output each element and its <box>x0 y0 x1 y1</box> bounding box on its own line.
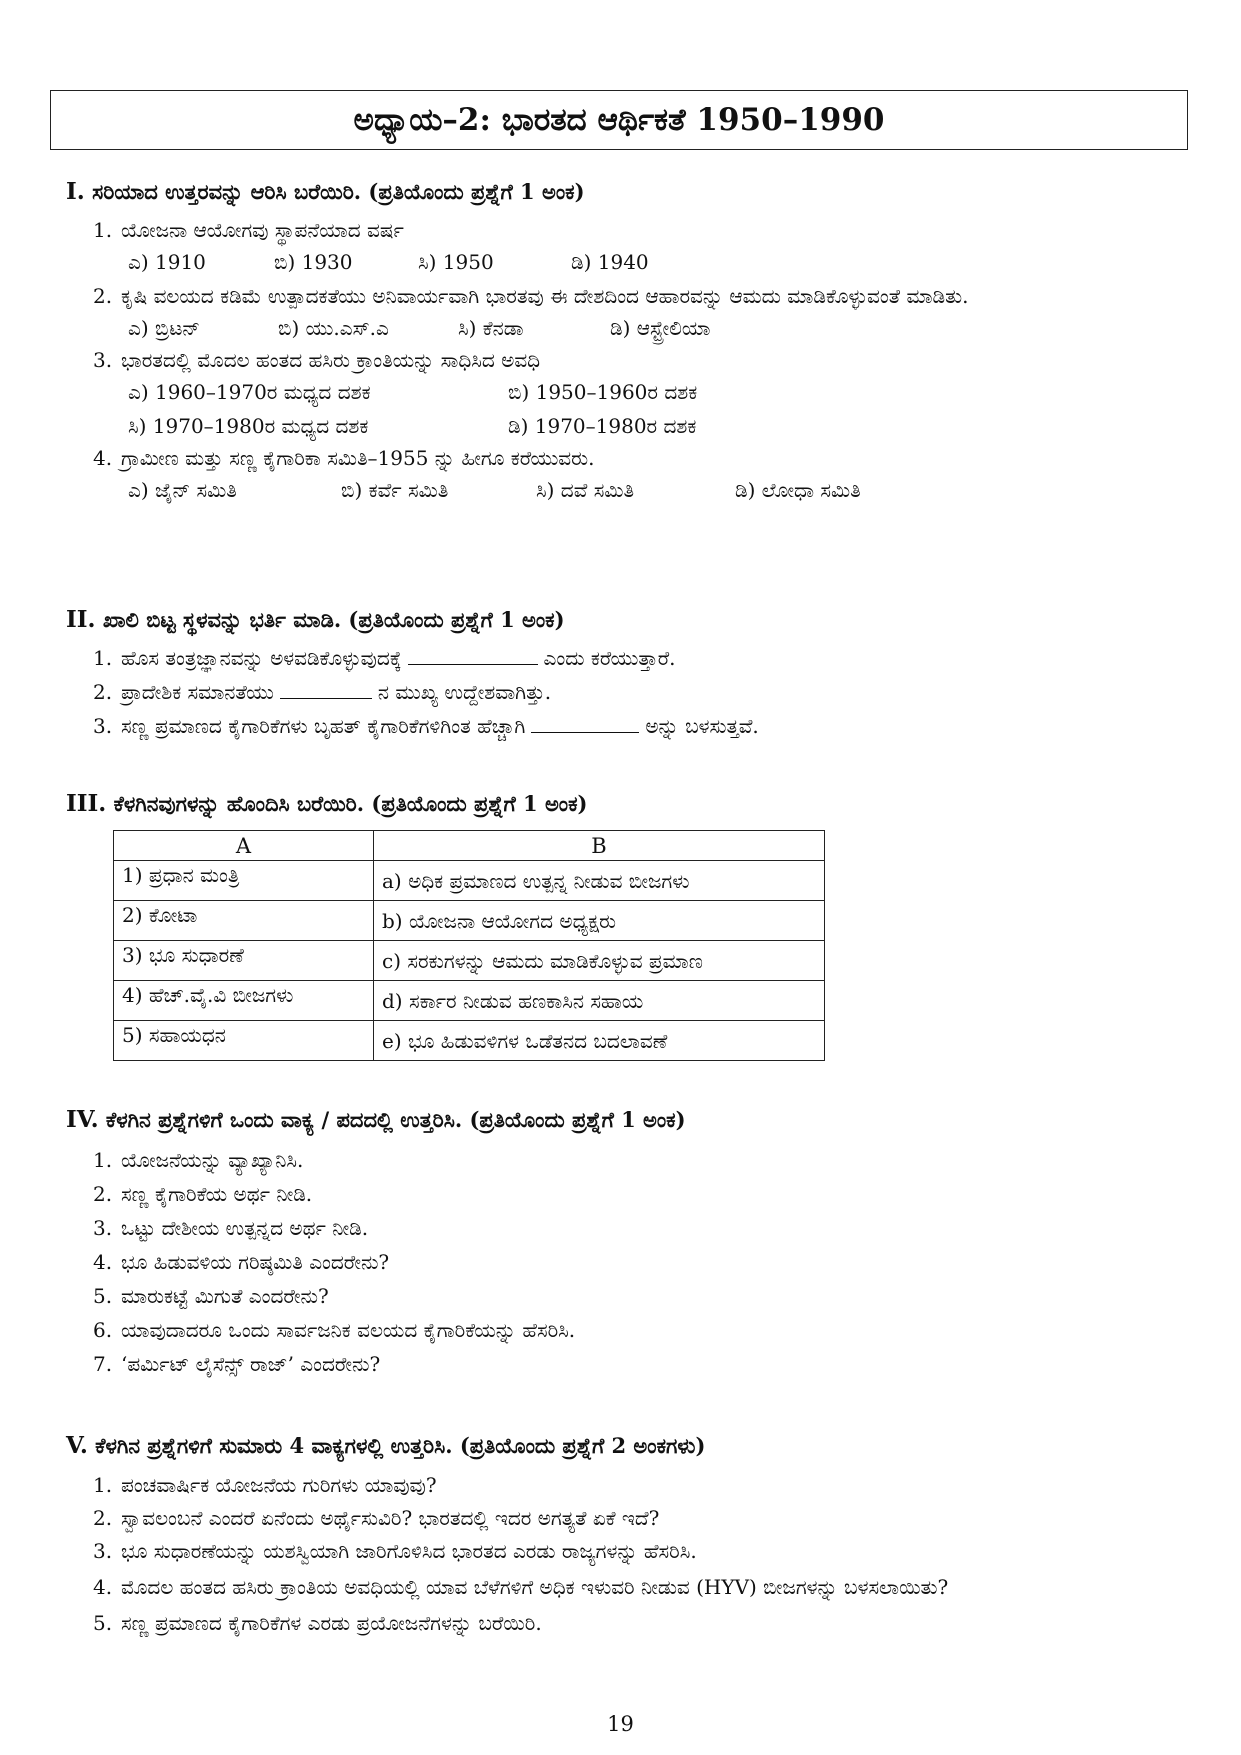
question: 4. ಭೂ ಹಿಡುವಳಿಯ ಗರಿಷ್ಠಮಿತಿ ಎಂದರೇನು? <box>93 1250 390 1274</box>
page-number: 19 <box>607 1712 634 1736</box>
cell-b: b) ಯೋಜನಾ ಆಯೋಗದ ಅಧ್ಯಕ್ಷರು <box>374 901 825 941</box>
section-4 <box>66 1106 1196 1381</box>
answer-blank <box>531 731 639 733</box>
option: ಬಿ) 1950–1960ರ ದಶಕ <box>508 380 698 404</box>
question: 4. ಮೊದಲ ಹಂತದ ಹಸಿರು ಕ್ರಾಂತಿಯ ಅವಧಿಯಲ್ಲಿ ಯಾವ ಬೆಳೆಗಳಿಗೆ ಅಧಿಕ ಇಳುವರಿ ನೀಡುವ (HYV) ಬೀಜಗಳನ್ನು ಬಳಸಲಾಯಿತು? <box>93 1575 949 1599</box>
table-row <box>114 1021 825 1061</box>
question: 3. ಒಟ್ಟು ದೇಶೀಯ ಉತ್ಪನ್ನದ ಅರ್ಥ ನೀಡಿ. <box>93 1216 369 1240</box>
question: 1. ಯೋಜನೆಯನ್ನು ವ್ಯಾಖ್ಯಾನಿಸಿ. <box>93 1148 304 1172</box>
option: ಬಿ) 1930 <box>274 250 353 274</box>
option: ಡಿ) ಆಸ್ಟ್ರೇಲಿಯಾ <box>610 316 711 340</box>
options <box>128 311 1196 345</box>
cell-b: e) ಭೂ ಹಿಡುವಳಿಗಳ ಒಡೆತನದ ಬದಲಾವಣೆ <box>374 1021 825 1061</box>
option: ಡಿ) 1970–1980ರ ದಶಕ <box>508 414 697 438</box>
question: 1. ಹೊಸ ತಂತ್ರಜ್ಞಾನವನ್ನು ಅಳವಡಿಕೊಳ್ಳುವುದಕ್ಕೆ ಎಂದು ಕರೆಯುತ್ತಾರೆ. <box>93 646 676 670</box>
option: ಎ) 1910 <box>128 250 206 274</box>
column-header-b: B <box>374 831 825 861</box>
question: 2. ಪ್ರಾದೇಶಿಕ ಸಮಾನತೆಯು ನ ಮುಖ್ಯ ಉದ್ದೇಶವಾಗಿತ್ತು. <box>93 680 552 704</box>
answer-blank <box>280 697 372 699</box>
section-1 <box>66 178 1196 507</box>
question: 3. ಭೂ ಸುಧಾರಣೆಯನ್ನು ಯಶಸ್ವಿಯಾಗಿ ಜಾರಿಗೊಳಿಸಿದ ಭಾರತದ ಎರಡು ರಾಜ್ಯಗಳನ್ನು ಹೆಸರಿಸಿ. <box>93 1539 697 1563</box>
cell-b: a) ಅಧಿಕ ಪ್ರಮಾಣದ ಉತ್ಪನ್ನ ನೀಡುವ ಬೀಜಗಳು <box>374 861 825 901</box>
question: 3. ಭಾರತದಲ್ಲಿ ಮೊದಲ ಹಂತದ ಹಸಿರು ಕ್ರಾಂತಿಯನ್ನು ಸಾಧಿಸಿದ ಅವಧಿ <box>93 348 541 372</box>
question: 7. ‘ಪರ್ಮಿಟ್ ಲೈಸೆನ್ಸ್ ರಾಜ್’ ಎಂದರೇನು? <box>93 1352 381 1376</box>
option: ಬಿ) ಯು.ಎಸ್.ಎ <box>278 316 389 340</box>
option: ಸಿ) ಕೆನಡಾ <box>458 316 524 340</box>
option: ಡಿ) ಲೋಧಾ ಸಮಿತಿ <box>735 478 861 502</box>
table-row <box>114 861 825 901</box>
options <box>128 409 1196 443</box>
section-5-heading: V. ಕೆಳಗಿನ ಪ್ರಶ್ನೆಗಳಿಗೆ ಸುಮಾರು 4 ವಾಕ್ಯಗಳಲ್ಲಿ ಉತ್ತರಿಸಿ. (ಪ್ರತಿಯೊಂದು ಪ್ರಶ್ನೆಗೆ 2 ಅಂಕಗಳು) <box>66 1432 706 1459</box>
match-table <box>113 830 825 1061</box>
question: 5. ಸಣ್ಣ ಪ್ರಮಾಣದ ಕೈಗಾರಿಕೆಗಳ ಎರಡು ಪ್ರಯೋಜನೆಗಳನ್ನು ಬರೆಯಿರಿ. <box>93 1611 542 1635</box>
cell-b: c) ಸರಕುಗಳನ್ನು ಆಮದು ಮಾಡಿಕೊಳ್ಳುವ ಪ್ರಮಾಣ <box>374 941 825 981</box>
section-3-heading: III. ಕೆಳಗಿನವುಗಳನ್ನು ಹೊಂದಿಸಿ ಬರೆಯಿರಿ. (ಪ್ರತಿಯೊಂದು ಪ್ರಶ್ನೆಗೆ 1 ಅಂಕ) <box>66 790 588 817</box>
chapter-title: ಅಧ್ಯಾಯ–2: ಭಾರತದ ಆರ್ಥಿಕತೆ 1950–1990 <box>50 90 1188 150</box>
question: 1. ಪಂಚವಾರ್ಷಿಕ ಯೋಜನೆಯ ಗುರಿಗಳು ಯಾವುವು? <box>93 1473 437 1497</box>
cell-a: 1) ಪ್ರಧಾನ ಮಂತ್ರಿ <box>114 861 374 901</box>
section-2-heading: II. ಖಾಲಿ ಬಿಟ್ಟ ಸ್ಥಳವನ್ನು ಭರ್ತಿ ಮಾಡಿ. (ಪ್ರತಿಯೊಂದು ಪ್ರಶ್ನೆಗೆ 1 ಅಂಕ) <box>66 606 565 633</box>
option: ಡಿ) 1940 <box>571 250 649 274</box>
option: ಎ) ಬ್ರಿಟನ್ <box>128 316 200 340</box>
options <box>128 375 1196 409</box>
question: 6. ಯಾವುದಾದರೂ ಒಂದು ಸಾರ್ವಜನಿಕ ವಲಯದ ಕೈಗಾರಿಕೆಯನ್ನು ಹೆಸರಿಸಿ. <box>93 1318 576 1342</box>
section-5 <box>66 1432 1196 1640</box>
table-row <box>114 941 825 981</box>
section-2 <box>66 606 1196 741</box>
table-header-row <box>114 831 825 861</box>
answer-blank <box>408 663 538 665</box>
question: 5. ಮಾರುಕಟ್ಟೆ ಮಿಗುತೆ ಎಂದರೇನು? <box>93 1284 329 1308</box>
question: 2. ಸಣ್ಣ ಕೈಗಾರಿಕೆಯ ಅರ್ಥ ನೀಡಿ. <box>93 1182 313 1206</box>
section-3 <box>66 790 1196 827</box>
options <box>128 473 1196 507</box>
table-row <box>114 981 825 1021</box>
section-4-heading: IV. ಕೆಳಗಿನ ಪ್ರಶ್ನೆಗಳಿಗೆ ಒಂದು ವಾಕ್ಯ / ಪದದಲ್ಲಿ ಉತ್ತರಿಸಿ. (ಪ್ರತಿಯೊಂದು ಪ್ರಶ್ನೆಗೆ 1 ಅಂಕ) <box>66 1106 686 1133</box>
option: ಸಿ) 1970–1980ರ ಮಧ್ಯದ ದಶಕ <box>128 414 369 438</box>
option: ಎ) 1960–1970ರ ಮಧ್ಯದ ದಶಕ <box>128 380 371 404</box>
cell-b: d) ಸರ್ಕಾರ ನೀಡುವ ಹಣಕಾಸಿನ ಸಹಾಯ <box>374 981 825 1021</box>
question: 2. ಸ್ವಾವಲಂಬನೆ ಎಂದರೆ ಏನೆಂದು ಅರ್ಥೈಸುವಿರಿ? ಭಾರತದಲ್ಲಿ ಇದರ ಅಗತ್ಯತೆ ಏಕೆ ಇದೆ? <box>93 1506 660 1530</box>
question: 2. ಕೃಷಿ ವಲಯದ ಕಡಿಮೆ ಉತ್ಪಾದಕತೆಯು ಅನಿವಾರ್ಯವಾಗಿ ಭಾರತವು ಈ ದೇಶದಿಂದ ಆಹಾರವನ್ನು ಆಮದು ಮಾಡಿಕೊಳ್ಳುವಂತೆ ಮಾಡಿತು. <box>93 284 969 308</box>
column-header-a: A <box>114 831 374 861</box>
option: ಎ) ಜೈನ್ ಸಮಿತಿ <box>128 478 237 502</box>
table-row <box>114 901 825 941</box>
option: ಸಿ) ದವೆ ಸಮಿತಿ <box>536 478 635 502</box>
question: 1. ಯೋಜನಾ ಆಯೋಗವು ಸ್ಥಾಪನೆಯಾದ ವರ್ಷ <box>93 218 404 242</box>
options <box>128 245 1196 279</box>
cell-a: 5) ಸಹಾಯಧನ <box>114 1021 374 1061</box>
option: ಬಿ) ಕರ್ವೆ ಸಮಿತಿ <box>341 478 449 502</box>
cell-a: 4) ಹೆಚ್.ವೈ.ವಿ ಬೀಜಗಳು <box>114 981 374 1021</box>
cell-a: 2) ಕೋಟಾ <box>114 901 374 941</box>
question: 3. ಸಣ್ಣ ಪ್ರಮಾಣದ ಕೈಗಾರಿಕೆಗಳು ಬೃಹತ್ ಕೈಗಾರಿಕೆಗಳಿಗಿಂತ ಹೆಚ್ಚಾಗಿ ಅನ್ನು ಬಳಸುತ್ತವೆ. <box>93 714 759 738</box>
section-1-heading: I. ಸರಿಯಾದ ಉತ್ತರವನ್ನು ಆರಿಸಿ ಬರೆಯಿರಿ. (ಪ್ರತಿಯೊಂದು ಪ್ರಶ್ನೆಗೆ 1 ಅಂಕ) <box>66 178 585 205</box>
cell-a: 3) ಭೂ ಸುಧಾರಣೆ <box>114 941 374 981</box>
option: ಸಿ) 1950 <box>418 250 494 274</box>
question: 4. ಗ್ರಾಮೀಣ ಮತ್ತು ಸಣ್ಣ ಕೈಗಾರಿಕಾ ಸಮಿತಿ–1955 ನ್ನು ಹೀಗೂ ಕರೆಯುವರು. <box>93 446 595 470</box>
